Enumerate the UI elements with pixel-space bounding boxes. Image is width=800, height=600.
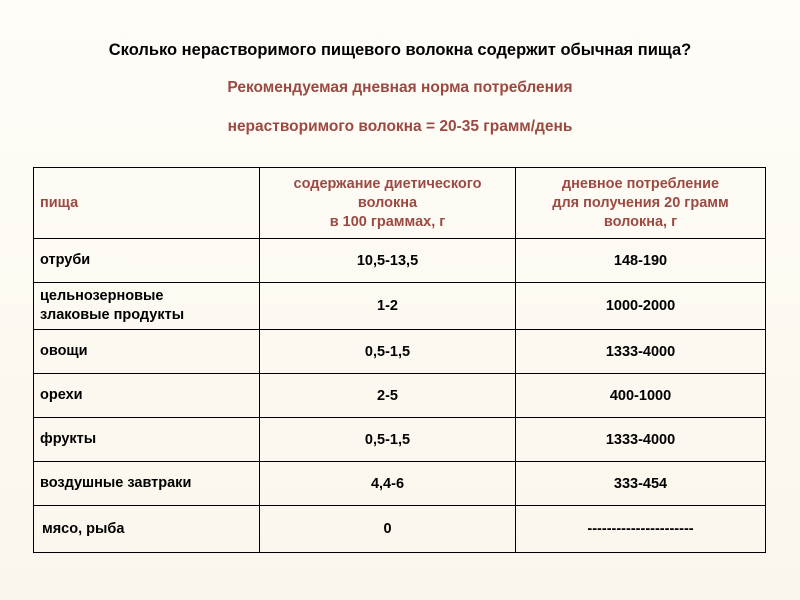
food-cell: воздушные завтраки: [34, 462, 260, 506]
fiber-content-cell: 0,5-1,5: [260, 418, 516, 462]
header-daily-line-1: дневное потребление: [561, 175, 720, 192]
slide-title: Сколько нерастворимого пищевого волокна содержит обычная пища?: [108, 41, 692, 59]
table-row: [34, 462, 766, 506]
fiber-content-cell: 0: [260, 506, 516, 553]
daily-intake-cell: 1000-2000: [516, 283, 766, 330]
daily-intake-cell: 333-454: [516, 462, 766, 506]
fiber-content-cell: 2-5: [260, 374, 516, 418]
fiber-content-cell: 1-2: [260, 283, 516, 330]
table-row: [34, 374, 766, 418]
header-food: пища: [34, 168, 260, 239]
header-daily-line-2: для получения 20 грамм: [552, 194, 729, 211]
food-cell: фрукты: [34, 418, 260, 462]
table-row: [34, 506, 766, 553]
header-daily-intake: [516, 168, 766, 239]
food-cell: [34, 283, 260, 330]
header-daily-line-3: волокна, г: [603, 213, 678, 230]
table-row: [34, 283, 766, 330]
daily-intake-cell: 148-190: [516, 239, 766, 283]
fiber-content-cell: 10,5-13,5: [260, 239, 516, 283]
table-row: [34, 418, 766, 462]
recommendation-line-1: Рекомендуемая дневная норма потребления: [227, 79, 573, 96]
food-cell: мясо, рыба: [34, 506, 260, 553]
daily-intake-cell: 1333-4000: [516, 330, 766, 374]
daily-intake-cell: ----------------------: [516, 506, 766, 553]
table-row: [34, 239, 766, 283]
fiber-content-table: [33, 167, 766, 553]
daily-intake-cell: 400-1000: [516, 374, 766, 418]
header-content-line-2: волокна: [357, 194, 418, 211]
food-cell: орехи: [34, 374, 260, 418]
table-header-row: [34, 168, 766, 239]
header-content-line-1: содержание диетического: [293, 175, 482, 192]
food-cell: отруби: [34, 239, 260, 283]
fiber-content-cell: 4,4-6: [260, 462, 516, 506]
food-line-2: злаковые продукты: [40, 307, 185, 323]
fiber-content-cell: 0,5-1,5: [260, 330, 516, 374]
recommendation-line-2: нерастворимого волокна = 20-35 грамм/день: [227, 118, 573, 135]
header-content-line-3: в 100 граммах, г: [329, 213, 446, 230]
food-line-1: цельнозерновые: [40, 288, 164, 304]
food-cell: овощи: [34, 330, 260, 374]
table-row: [34, 330, 766, 374]
header-fiber-content: [260, 168, 516, 239]
daily-intake-cell: 1333-4000: [516, 418, 766, 462]
